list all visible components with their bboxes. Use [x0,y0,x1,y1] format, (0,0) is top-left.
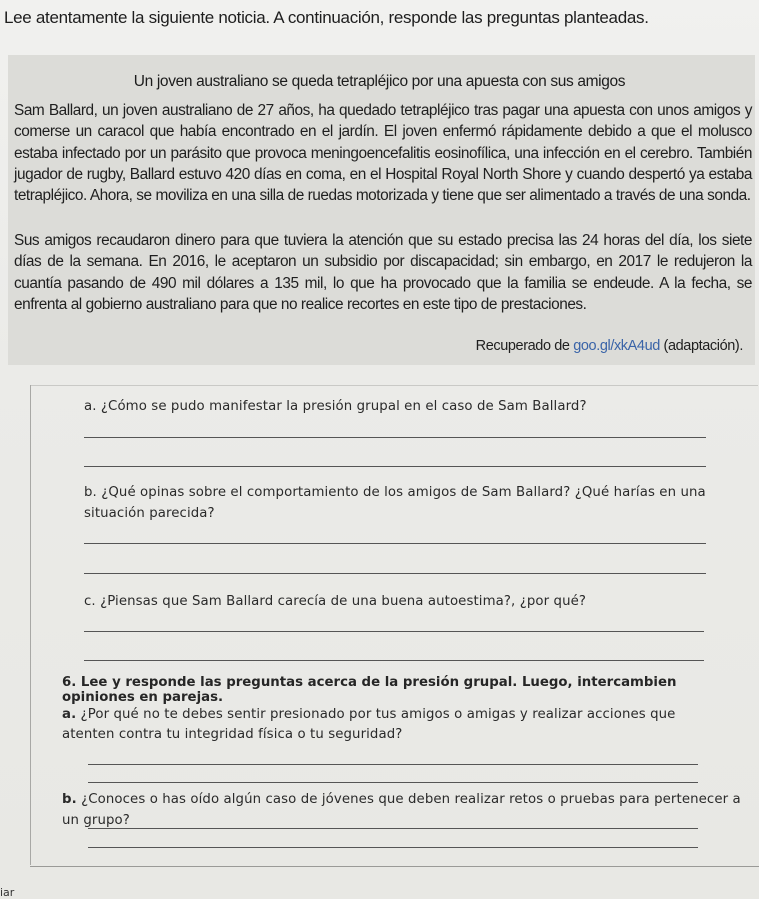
answer-line-6b-2[interactable] [88,847,698,848]
section-6-question-b [62,789,752,831]
answer-line-a-2[interactable] [84,466,706,467]
question-a: a. ¿Cómo se pudo manifestar la presión grupal en el caso de Sam Ballard? [84,399,587,414]
answer-line-6a-2[interactable] [88,782,698,783]
answer-line-c-2[interactable] [84,660,704,661]
questions-frame-bottom [30,866,759,867]
question-b: b. ¿Qué opinas sobre el comportamiento de los amigos de Sam Ballard? ¿Qué harías en una situación parecida? [84,485,706,521]
credit-prefix: Recuperado de [475,338,574,354]
credit-suffix: (adaptación). [659,338,743,354]
answer-line-b-2[interactable] [84,573,706,574]
news-paragraph-1: Sam Ballard, un joven australiano de 27 años, ha quedado tetrapléjico tras pagar una apuesta con unos amigos y comerse un caracol que había encontrado en el jardín. El joven enfermó rápidamente debido a que el molusco estaba infectado por un parásito que provoca meningoencefalitis eosinofílica, una infección en el cerebro. También jugador de rugby, Ballard estuvo 420 días en coma, en el Hospital Royal North Shore y cuando despertó ya estaba tetrapléjico. Ahora, se moviliza en una silla de ruedas motorizada y tiene que ser alimentado a través de una sonda. [14,102,752,205]
section-6-heading: 6. Lee y responde las preguntas acerca de la presión grupal. Luego, intercambien opiniones en parejas. [62,675,677,705]
questions-frame-top [30,385,758,386]
question-c: c. ¿Piensas que Sam Ballard carecía de una buena autoestima?, ¿por qué? [84,594,587,609]
corner-text: iar [0,886,15,899]
answer-line-6b-1[interactable] [88,828,698,829]
answer-line-a-1[interactable] [84,437,706,438]
news-title: Un joven australiano se queda tetrapléjico por una apuesta con sus amigos [133,73,626,90]
section-6-a-text: ¿Por qué no te debes sentir presionado por tus amigos o amigas y realizar acciones que atenten contra tu integridad física o tu seguridad? [62,707,676,742]
instruction-text: Lee atentamente la siguiente noticia. A continuación, responde las preguntas planteadas. [4,8,649,27]
section-6-b-text: ¿Conoces o has oído algún caso de jóvenes que deben realizar retos o pruebas para pertenecer a un grupo? [62,792,741,828]
answer-line-6a-1[interactable] [88,764,698,765]
credit-link[interactable]: goo.gl/xkA4ud [573,338,660,354]
news-paragraph-2: Sus amigos recaudaron dinero para que tuviera la atención que su estado precisa las 24 horas del día, los siete días de la semana. En 2016, le aceptaron un subsidio por discapacidad; sin embargo, en 2017 le redujeron la cuantía pasando de 490 mil dólares a 135 mil, lo que ha provocado que la familia se endeude. A la fecha, se enfrenta al gobierno australiano para que no realice recortes en este tipo de prestaciones. [14,232,752,313]
answer-line-c-1[interactable] [84,631,704,632]
questions-frame-left [30,385,31,865]
section-6-a-marker: a. [62,707,77,722]
answer-line-b-1[interactable] [84,543,706,544]
section-6-question-a [62,705,730,745]
section-6-b-marker: b. [62,792,77,807]
news-credit [476,338,743,354]
